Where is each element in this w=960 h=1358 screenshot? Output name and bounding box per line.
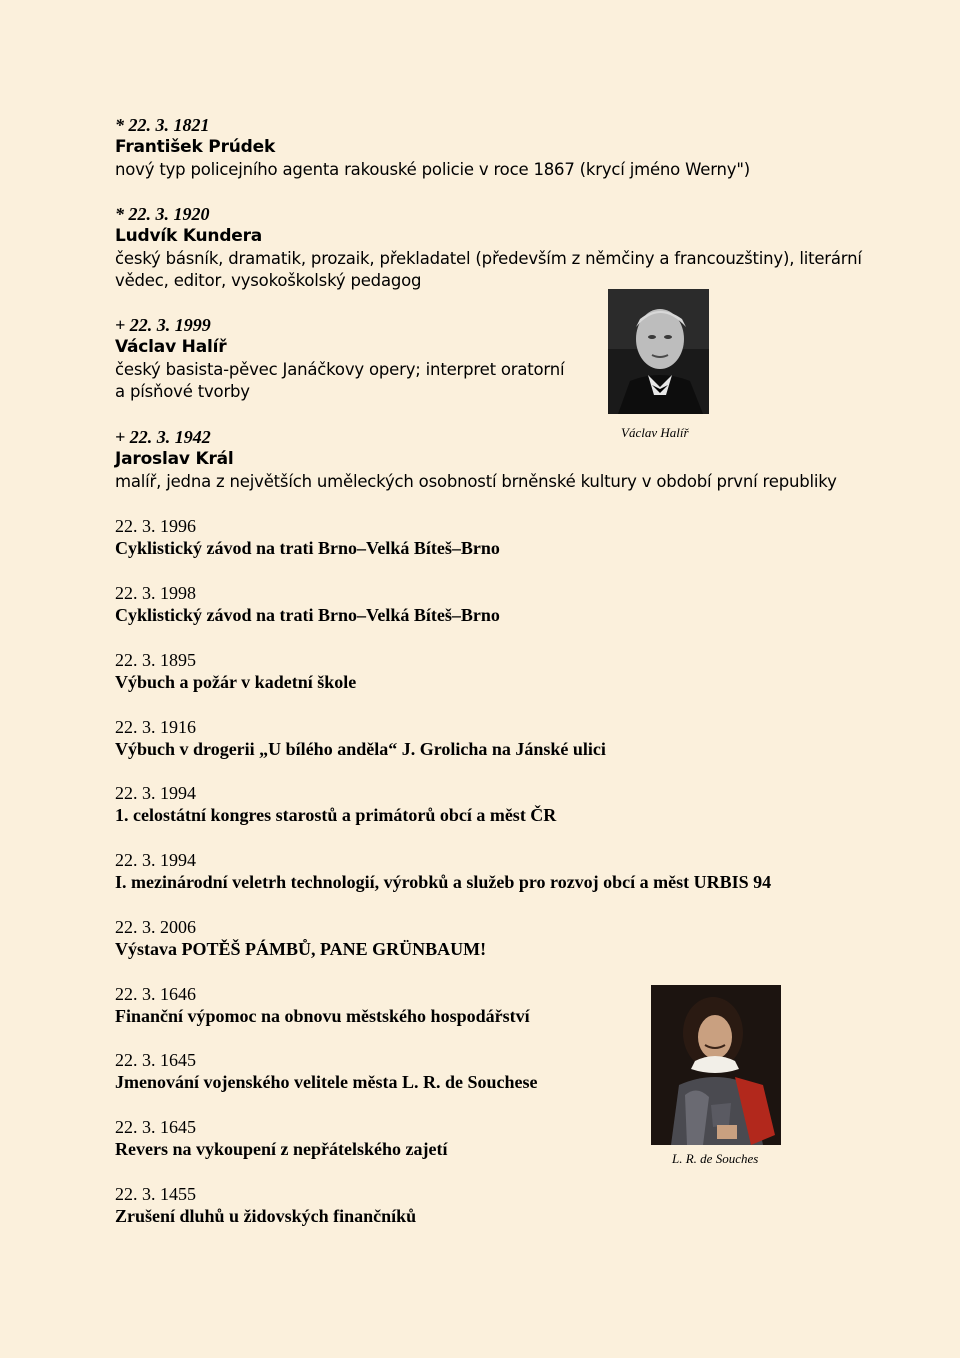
event-date: 22. 3. 1455 (115, 1184, 196, 1204)
entry-date: + 22. 3. 1942 (115, 427, 211, 447)
event-item (115, 649, 356, 694)
portrait-halir-image (608, 289, 709, 414)
event-title: Zrušení dluhů u židovských finančníků (115, 1206, 417, 1227)
event-date: 22. 3. 1994 (115, 850, 196, 870)
entry-description: nový typ policejního agenta rakouské policie v roce 1867 (krycí jméno Werny") (115, 159, 750, 179)
event-item (115, 1116, 447, 1161)
event-title: Cyklistický závod na trati Brno–Velká Bíteš–Brno (115, 605, 500, 626)
event-date: 22. 3. 1998 (115, 583, 196, 603)
entry-date: + 22. 3. 1999 (115, 315, 211, 335)
event-item (115, 1183, 416, 1228)
event-item (115, 515, 500, 560)
event-date: 22. 3. 1645 (115, 1117, 196, 1137)
entry-prudek (115, 114, 750, 181)
event-title: Výbuch a požár v kadetní škole (115, 672, 357, 693)
photo-caption-halir: Václav Halíř (621, 425, 689, 440)
event-item (115, 983, 530, 1028)
photo-de-souches (651, 985, 781, 1145)
entry-name: Ludvík Kundera (115, 226, 263, 247)
entry-date: * 22. 3. 1920 (115, 204, 210, 224)
entry-name: Jaroslav Král (115, 449, 234, 470)
entry-description: malíř, jedna z největších uměleckých osobností brněnské kultury v období první republiky (115, 471, 837, 491)
event-title: Výbuch v drogerii „U bílého anděla“ J. Grolicha na Jánské ulici (115, 739, 606, 760)
event-date: 22. 3. 1646 (115, 984, 196, 1004)
portrait-souches-image (651, 985, 781, 1145)
event-title: Výstava POTĚŠ PÁMBŮ, PANE GRÜNBAUM! (115, 939, 487, 960)
event-date: 22. 3. 1994 (115, 783, 196, 803)
event-date: 22. 3. 1996 (115, 516, 196, 536)
event-date: 22. 3. 1645 (115, 1050, 196, 1070)
entry-description-line2: vědec, editor, vysokoškolský pedagog (115, 271, 422, 291)
event-item (115, 782, 556, 827)
event-title: Revers na vykoupení z nepřátelského zajetí (115, 1139, 448, 1160)
entry-halir (115, 314, 564, 404)
event-item (115, 849, 771, 894)
event-title: Jmenování vojenského velitele města L. R. de Souchese (115, 1072, 538, 1093)
event-date: 22. 3. 1916 (115, 717, 196, 737)
event-item (115, 916, 486, 961)
event-title: I. mezinárodní veletrh technologií, výrobků a služeb pro rozvoj obcí a měst URBIS 94 (115, 872, 772, 893)
photo-vaclav-halir (608, 289, 709, 414)
event-title: Cyklistický závod na trati Brno–Velká Bíteš–Brno (115, 538, 500, 559)
event-title: Finanční výpomoc na obnovu městského hospodářství (115, 1006, 530, 1027)
entry-date: * 22. 3. 1821 (115, 115, 210, 135)
entry-description-line1: český basista-pěvec Janáčkovy opery; interpret oratorní (115, 359, 565, 379)
event-title: 1. celostátní kongres starostů a primátorů obcí a měst ČR (115, 805, 557, 826)
entry-name: František Prúdek (115, 137, 276, 158)
entry-description-line2: a písňové tvorby (115, 382, 250, 402)
event-item (115, 1049, 537, 1094)
entry-kundera (115, 203, 862, 293)
entry-kral (115, 426, 837, 493)
event-item (115, 582, 500, 627)
photo-caption-souches: L. R. de Souches (672, 1151, 759, 1166)
event-item (115, 716, 606, 761)
entry-name: Václav Halíř (115, 337, 227, 358)
event-date: 22. 3. 1895 (115, 650, 196, 670)
event-date: 22. 3. 2006 (115, 917, 196, 937)
entry-description-line1: český básník, dramatik, prozaik, překladatel (především z němčiny a francouzštiny), literární (115, 248, 862, 268)
